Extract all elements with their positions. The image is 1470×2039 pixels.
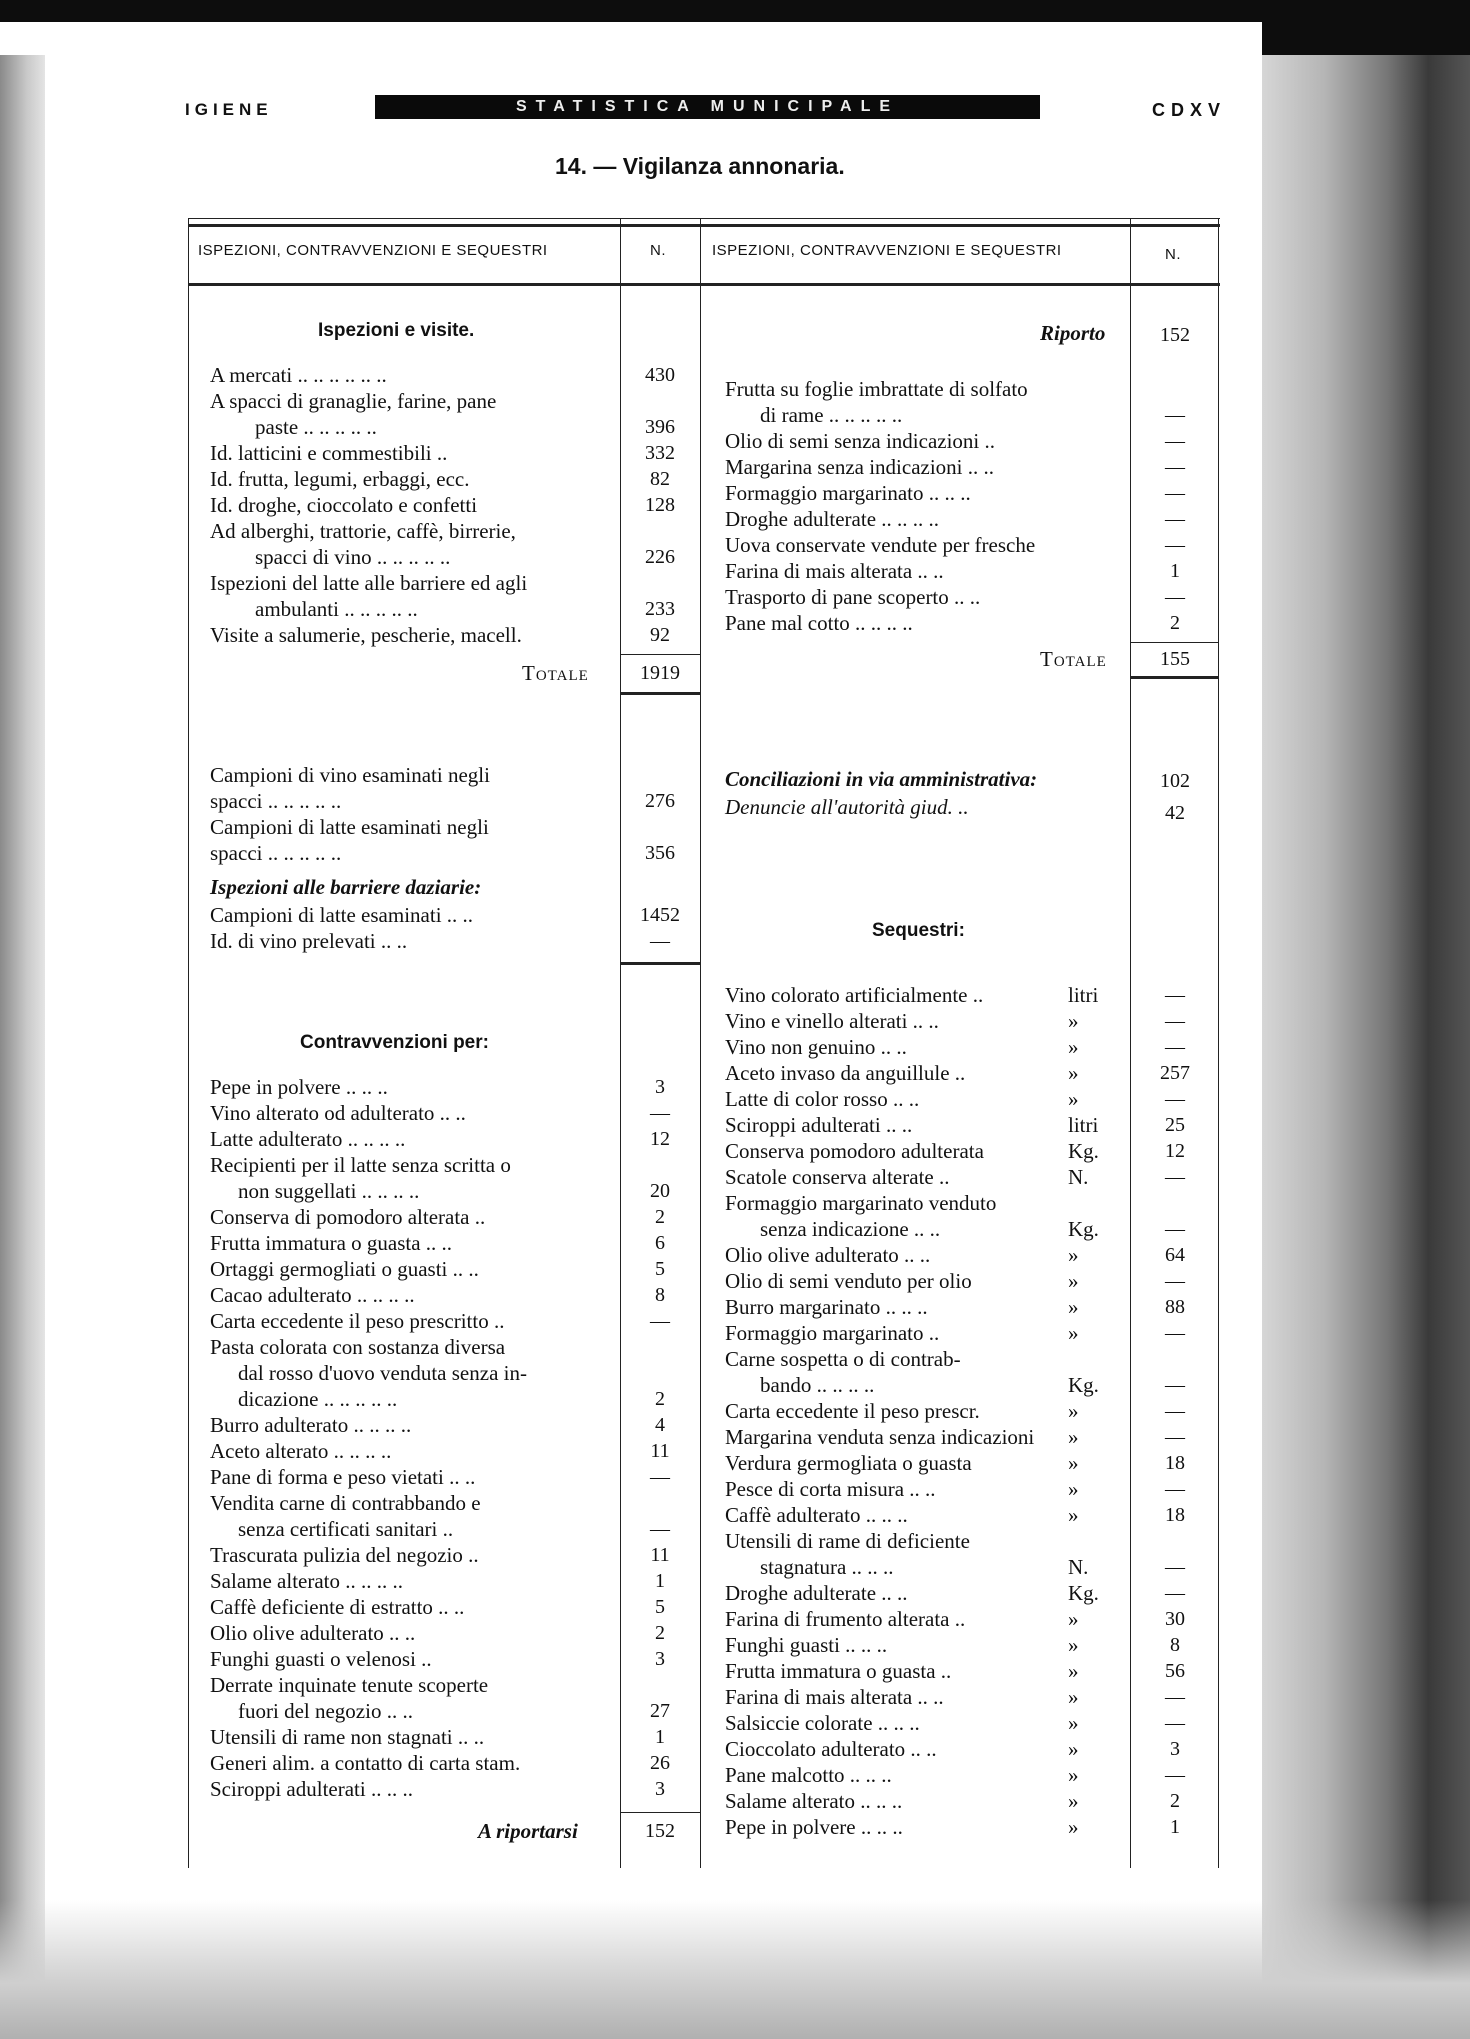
section-title: 14. — Vigilanza annonaria. [555, 153, 845, 179]
scan-bottom-edge [0, 1900, 1470, 2039]
contravvenzione-value: 5 [655, 1596, 665, 1618]
contravvenzione-label: Pasta colorata con sostanza diversa [210, 1335, 506, 1359]
barriere-label: Id. di vino prelevati .. .. [210, 929, 408, 953]
ispezione-value: 92 [650, 624, 670, 646]
contravvenzione-value: 2 [655, 1622, 665, 1644]
sequestro-label: Latte di color rosso .. .. [725, 1087, 920, 1111]
sequestro-label: Funghi guasti .. .. .. [725, 1633, 888, 1657]
contravvenzione-label: Olio olive adulterato .. .. [210, 1621, 416, 1645]
sequestro-value: 2 [1170, 1790, 1180, 1812]
contravvenzione-label: Sciroppi adulterati .. .. .. [210, 1777, 413, 1801]
sequestro-value: — [1165, 1010, 1185, 1032]
sequestro-label: Droghe adulterate .. .. [725, 1581, 908, 1605]
contravvenzione-label: Cacao adulterato .. .. .. .. [210, 1283, 415, 1307]
scan-right-edge [1262, 55, 1470, 2039]
contravvenzione-cont-label: Olio di semi senza indicazioni .. [725, 429, 996, 453]
campioni-label: spacci .. .. .. .. .. [210, 789, 342, 813]
contravvenzione-cont-label: Margarina senza indicazioni .. .. [725, 455, 995, 479]
sequestro-value: — [1165, 1426, 1185, 1448]
contravvenzione-label: Burro adulterato .. .. .. .. [210, 1413, 412, 1437]
sequestro-label: Burro margarinato .. .. .. [725, 1295, 928, 1319]
sequestro-unit: » [1068, 1763, 1079, 1787]
contravvenzione-label: dicazione .. .. .. .. .. [238, 1387, 398, 1411]
sequestro-label: Margarina venduta senza indicazioni [725, 1425, 1035, 1449]
left-num-header: N. [650, 242, 666, 259]
ispezione-label: Ad alberghi, trattorie, caffè, birrerie, [210, 519, 516, 543]
contravvenzione-label: Derrate inquinate tenute scoperte [210, 1673, 489, 1697]
ispezioni-title: Ispezioni e visite. [318, 320, 475, 341]
contravvenzione-cont-label: Trasporto di pane scoperto .. .. [725, 585, 981, 609]
riporto-value: 152 [1160, 324, 1190, 346]
table-top-rule [188, 218, 1220, 219]
contravvenzione-label: Salame alterato .. .. .. .. [210, 1569, 404, 1593]
sequestro-unit: litri [1068, 1113, 1099, 1137]
contravvenzione-value: 20 [650, 1180, 670, 1202]
contravvenzione-cont-label: Uova conservate vendute per fresche [725, 533, 1036, 557]
sequestro-value: — [1165, 1478, 1185, 1500]
ispezione-label: Ispezioni del latte alle barriere ed agli [210, 571, 528, 595]
contravvenzione-label: Caffè deficiente di estratto .. .. [210, 1595, 465, 1619]
sequestro-value: 64 [1165, 1244, 1185, 1266]
sequestro-value: — [1165, 1036, 1185, 1058]
sequestro-value: 18 [1165, 1452, 1185, 1474]
ispezioni-total-rule [620, 692, 700, 695]
sequestro-label: Cioccolato adulterato .. .. [725, 1737, 937, 1761]
barriere-value: — [650, 930, 670, 952]
contravvenzione-label: Pane di forma e peso vietati .. .. [210, 1465, 476, 1489]
contravvenzione-value: 1 [655, 1570, 665, 1592]
barriere-title: Ispezioni alle barriere daziarie: [210, 875, 482, 899]
sequestro-value: 3 [1170, 1738, 1180, 1760]
sequestro-unit: Kg. [1068, 1217, 1099, 1241]
sequestro-unit: » [1068, 1503, 1079, 1527]
sequestro-label: Vino e vinello alterati .. .. [725, 1009, 939, 1033]
ispezione-label: Id. latticini e commestibili .. [210, 441, 448, 465]
contravvenzione-label: Carta eccedente il peso prescritto .. [210, 1309, 505, 1333]
sequestro-label: Salame alterato .. .. .. [725, 1789, 903, 1813]
ispezione-value: 396 [645, 416, 675, 438]
contravvenzione-cont-value: — [1165, 508, 1185, 530]
contravvenzione-value: 12 [650, 1128, 670, 1150]
right-num-header: N. [1165, 246, 1181, 263]
contravvenzione-value: 8 [655, 1284, 665, 1306]
sequestro-label: Conserva pomodoro adulterata [725, 1139, 984, 1163]
sequestro-unit: » [1068, 1009, 1079, 1033]
contravvenzione-value: 3 [655, 1778, 665, 1800]
sequestro-unit: » [1068, 1243, 1079, 1267]
sequestro-label: senza indicazione .. .. [760, 1217, 941, 1241]
denunce-value: 42 [1165, 802, 1185, 824]
right-total-label: Totale [1040, 647, 1107, 671]
sequestro-value: — [1165, 1556, 1185, 1578]
left-column-header: ISPEZIONI, CONTRAVVENZIONI E SEQUESTRI [198, 242, 548, 259]
ispezione-label: spacci di vino .. .. .. .. .. [255, 545, 451, 569]
sequestro-value: 8 [1170, 1634, 1180, 1656]
contravvenzione-label: Vino alterato od adulterato .. .. [210, 1101, 466, 1125]
sequestro-value: 18 [1165, 1504, 1185, 1526]
sequestro-value: — [1165, 1582, 1185, 1604]
sequestro-unit: » [1068, 1269, 1079, 1293]
sequestro-label: Farina di frumento alterata .. [725, 1607, 966, 1631]
sequestro-value: — [1165, 1764, 1185, 1786]
campioni-value: 356 [645, 842, 675, 864]
sequestro-value: 1 [1170, 1816, 1180, 1838]
sequestro-unit: » [1068, 1711, 1079, 1735]
ispezione-label: A spacci di granaglie, farine, pane [210, 389, 497, 413]
riportarsi-label: A riportarsi [478, 1819, 578, 1843]
contravvenzione-label: Conserva di pomodoro alterata .. [210, 1205, 486, 1229]
contravvenzione-label: fuori del negozio .. .. [238, 1699, 413, 1723]
barriere-label: Campioni di latte esaminati .. .. [210, 903, 474, 927]
ispezioni-total-value: 1919 [640, 662, 680, 684]
contravvenzione-value: 11 [650, 1544, 670, 1566]
ispezioni-total-label: Totale [522, 661, 589, 685]
riporto-label: Riporto [1040, 321, 1106, 345]
sequestro-unit: N. [1068, 1555, 1089, 1579]
sequestro-label: Vino non genuino .. .. [725, 1035, 907, 1059]
sequestro-value: — [1165, 1322, 1185, 1344]
contravvenzione-value: — [650, 1102, 670, 1124]
scan-left-edge [0, 55, 45, 2039]
contravvenzione-label: Utensili di rame non stagnati .. .. [210, 1725, 485, 1749]
table-right-rule [1218, 218, 1219, 1868]
sequestro-label: Carne sospetta o di contrab- [725, 1347, 961, 1371]
contravvenzione-value: 2 [655, 1388, 665, 1410]
sequestro-unit: N. [1068, 1165, 1089, 1189]
sequestro-unit: » [1068, 1607, 1079, 1631]
sequestro-value: 30 [1165, 1608, 1185, 1630]
contravvenzione-cont-label: Formaggio margarinato .. .. .. [725, 481, 971, 505]
sequestro-unit: Kg. [1068, 1581, 1099, 1605]
ispezione-value: 233 [645, 598, 675, 620]
sequestro-label: Formaggio margarinato .. [725, 1321, 940, 1345]
table-left-rule [188, 218, 189, 1868]
ispezione-label: Id. frutta, legumi, erbaggi, ecc. [210, 467, 470, 491]
sequestro-unit: » [1068, 1815, 1079, 1839]
barriere-rule [620, 962, 700, 965]
ispezione-value: 82 [650, 468, 670, 490]
contravvenzione-cont-value: — [1165, 456, 1185, 478]
contravvenzione-label: Frutta immatura o guasta .. .. [210, 1231, 453, 1255]
campioni-label: Campioni di latte esaminati negli [210, 815, 489, 839]
ispezione-label: ambulanti .. .. .. .. .. [255, 597, 418, 621]
right-total-value: 155 [1160, 648, 1190, 670]
sequestro-label: Pane malcotto .. .. .. [725, 1763, 892, 1787]
sequestro-label: stagnatura .. .. .. [760, 1555, 894, 1579]
sequestro-label: Olio olive adulterato .. .. [725, 1243, 931, 1267]
contravvenzione-cont-label: Droghe adulterate .. .. .. .. [725, 507, 940, 531]
contravvenzione-cont-value: — [1165, 404, 1185, 426]
sequestro-unit: » [1068, 1659, 1079, 1683]
riportarsi-rule [620, 1812, 700, 1813]
running-header-right: CDXV [1152, 100, 1227, 120]
contravvenzione-cont-value: 2 [1170, 612, 1180, 634]
sequestro-value: — [1165, 1270, 1185, 1292]
contravvenzioni-title: Contravvenzioni per: [300, 1032, 489, 1053]
contravvenzione-cont-value: — [1165, 482, 1185, 504]
contravvenzione-value: 3 [655, 1648, 665, 1670]
right-sum-rule [1130, 642, 1218, 643]
sequestro-label: Verdura germogliata o guasta [725, 1451, 972, 1475]
running-header-left: IGIENE [185, 100, 273, 119]
contravvenzione-value: — [650, 1310, 670, 1332]
sequestro-label: Pepe in polvere .. .. .. [725, 1815, 903, 1839]
contravvenzione-value: 4 [655, 1414, 665, 1436]
sequestro-label: Salsiccie colorate .. .. .. [725, 1711, 920, 1735]
sequestro-unit: » [1068, 1685, 1079, 1709]
header-bottom-rule [188, 283, 1220, 286]
riportarsi-value: 152 [645, 1820, 675, 1842]
sequestro-unit: » [1068, 1061, 1079, 1085]
sequestro-label: Caffè adulterato .. .. .. [725, 1503, 908, 1527]
sequestro-unit: » [1068, 1633, 1079, 1657]
sequestro-unit: » [1068, 1425, 1079, 1449]
running-header-center: STATISTICA MUNICIPALE [375, 95, 1040, 119]
sequestro-label: Olio di semi venduto per olio [725, 1269, 972, 1293]
sequestro-label: Farina di mais alterata .. .. [725, 1685, 944, 1709]
ispezione-value: 430 [645, 364, 675, 386]
sequestro-unit: » [1068, 1477, 1079, 1501]
sequestro-value: 257 [1160, 1062, 1190, 1084]
contravvenzione-value: 3 [655, 1076, 665, 1098]
sequestro-label: Aceto invaso da anguillule .. [725, 1061, 966, 1085]
sequestro-label: Pesce di corta misura .. .. [725, 1477, 936, 1501]
contravvenzione-label: Funghi guasti o velenosi .. [210, 1647, 432, 1671]
sequestro-label: Utensili di rame di deficiente [725, 1529, 970, 1553]
contravvenzione-value: 11 [650, 1440, 670, 1462]
contravvenzione-label: Aceto alterato .. .. .. .. [210, 1439, 392, 1463]
ispezione-value: 332 [645, 442, 675, 464]
sequestro-unit: Kg. [1068, 1139, 1099, 1163]
sequestro-label: Frutta immatura o guasta .. [725, 1659, 952, 1683]
campioni-value: 276 [645, 790, 675, 812]
contravvenzione-label: senza certificati sanitari .. [238, 1517, 454, 1541]
right-num-rule-a [1130, 218, 1131, 1868]
contravvenzione-cont-value: — [1165, 586, 1185, 608]
sequestro-unit: Kg. [1068, 1373, 1099, 1397]
contravvenzione-label: Ortaggi germogliati o guasti .. .. [210, 1257, 479, 1281]
conciliazioni-value: 102 [1160, 770, 1190, 792]
contravvenzione-label: Latte adulterato .. .. .. .. [210, 1127, 406, 1151]
ispezione-label: paste .. .. .. .. .. [255, 415, 377, 439]
sequestro-unit: litri [1068, 983, 1099, 1007]
contravvenzione-value: 5 [655, 1258, 665, 1280]
contravvenzione-value: 2 [655, 1206, 665, 1228]
ispezione-label: Id. droghe, cioccolato e confetti [210, 493, 478, 517]
sequestro-value: — [1165, 1088, 1185, 1110]
sequestro-label: Formaggio margarinato venduto [725, 1191, 997, 1215]
sequestro-unit: » [1068, 1399, 1079, 1423]
contravvenzione-value: 6 [655, 1232, 665, 1254]
conciliazioni-label: Conciliazioni in via amministrativa: [725, 767, 1038, 791]
sequestro-unit: » [1068, 1321, 1079, 1345]
sequestro-label: Carta eccedente il peso prescr. [725, 1399, 980, 1423]
sequestro-value: — [1165, 1166, 1185, 1188]
right-column-header: ISPEZIONI, CONTRAVVENZIONI E SEQUESTRI [712, 242, 1062, 259]
sequestro-value: 88 [1165, 1296, 1185, 1318]
sequestro-value: 25 [1165, 1114, 1185, 1136]
sequestro-unit: » [1068, 1295, 1079, 1319]
barriere-value: 1452 [640, 904, 680, 926]
left-num-rule-a [620, 218, 621, 1868]
contravvenzione-label: Pepe in polvere .. .. .. [210, 1075, 388, 1099]
contravvenzione-cont-label: Pane mal cotto .. .. .. .. [725, 611, 913, 635]
sequestro-label: Sciroppi adulterati .. .. [725, 1113, 913, 1137]
sequestro-value: 56 [1165, 1660, 1185, 1682]
contravvenzione-label: Trascurata pulizia del negozio .. [210, 1543, 479, 1567]
ispezione-value: 128 [645, 494, 675, 516]
campioni-label: spacci .. .. .. .. .. [210, 841, 342, 865]
sequestro-value: 12 [1165, 1140, 1185, 1162]
sequestro-unit: » [1068, 1451, 1079, 1475]
sequestro-unit: » [1068, 1737, 1079, 1761]
contravvenzione-value: — [650, 1466, 670, 1488]
contravvenzione-value: 26 [650, 1752, 670, 1774]
ispezioni-sum-rule [620, 654, 700, 655]
sequestro-label: bando .. .. .. .. [760, 1373, 875, 1397]
contravvenzione-cont-label: di rame .. .. .. .. .. [760, 403, 903, 427]
sequestri-title: Sequestri: [872, 920, 965, 941]
contravvenzione-label: Vendita carne di contrabbando e [210, 1491, 481, 1515]
table-top-rule-thick [188, 224, 1220, 227]
contravvenzione-cont-value: — [1165, 534, 1185, 556]
right-total-rule [1130, 676, 1218, 679]
sequestro-value: — [1165, 984, 1185, 1006]
campioni-label: Campioni di vino esaminati negli [210, 763, 490, 787]
sequestro-unit: » [1068, 1789, 1079, 1813]
left-num-rule-b [700, 218, 701, 1868]
denunce-label: Denuncie all'autorità giud. .. [725, 795, 969, 819]
sequestro-label: Scatole conserva alterate .. [725, 1165, 950, 1189]
sequestro-value: — [1165, 1686, 1185, 1708]
sequestro-value: — [1165, 1712, 1185, 1734]
contravvenzione-value: 1 [655, 1726, 665, 1748]
contravvenzione-value: 27 [650, 1700, 670, 1722]
ispezione-label: Visite a salumerie, pescherie, macell. [210, 623, 522, 647]
ispezione-label: A mercati .. .. .. .. .. .. [210, 363, 387, 387]
contravvenzione-cont-value: — [1165, 430, 1185, 452]
ispezione-value: 226 [645, 546, 675, 568]
contravvenzione-cont-value: 1 [1170, 560, 1180, 582]
contravvenzione-label: non suggellati .. .. .. .. [238, 1179, 420, 1203]
contravvenzione-value: — [650, 1518, 670, 1540]
sequestro-value: — [1165, 1218, 1185, 1240]
contravvenzione-cont-label: Farina di mais alterata .. .. [725, 559, 944, 583]
sequestro-unit: » [1068, 1087, 1079, 1111]
sequestro-unit: » [1068, 1035, 1079, 1059]
sequestro-value: — [1165, 1400, 1185, 1422]
sequestro-value: — [1165, 1374, 1185, 1396]
contravvenzione-label: Generi alim. a contatto di carta stam. [210, 1751, 521, 1775]
contravvenzione-label: dal rosso d'uovo venduta senza in- [238, 1361, 527, 1385]
contravvenzione-label: Recipienti per il latte senza scritta o [210, 1153, 511, 1177]
contravvenzione-cont-label: Frutta su foglie imbrattate di solfato [725, 377, 1028, 401]
sequestro-label: Vino colorato artificialmente .. [725, 983, 984, 1007]
